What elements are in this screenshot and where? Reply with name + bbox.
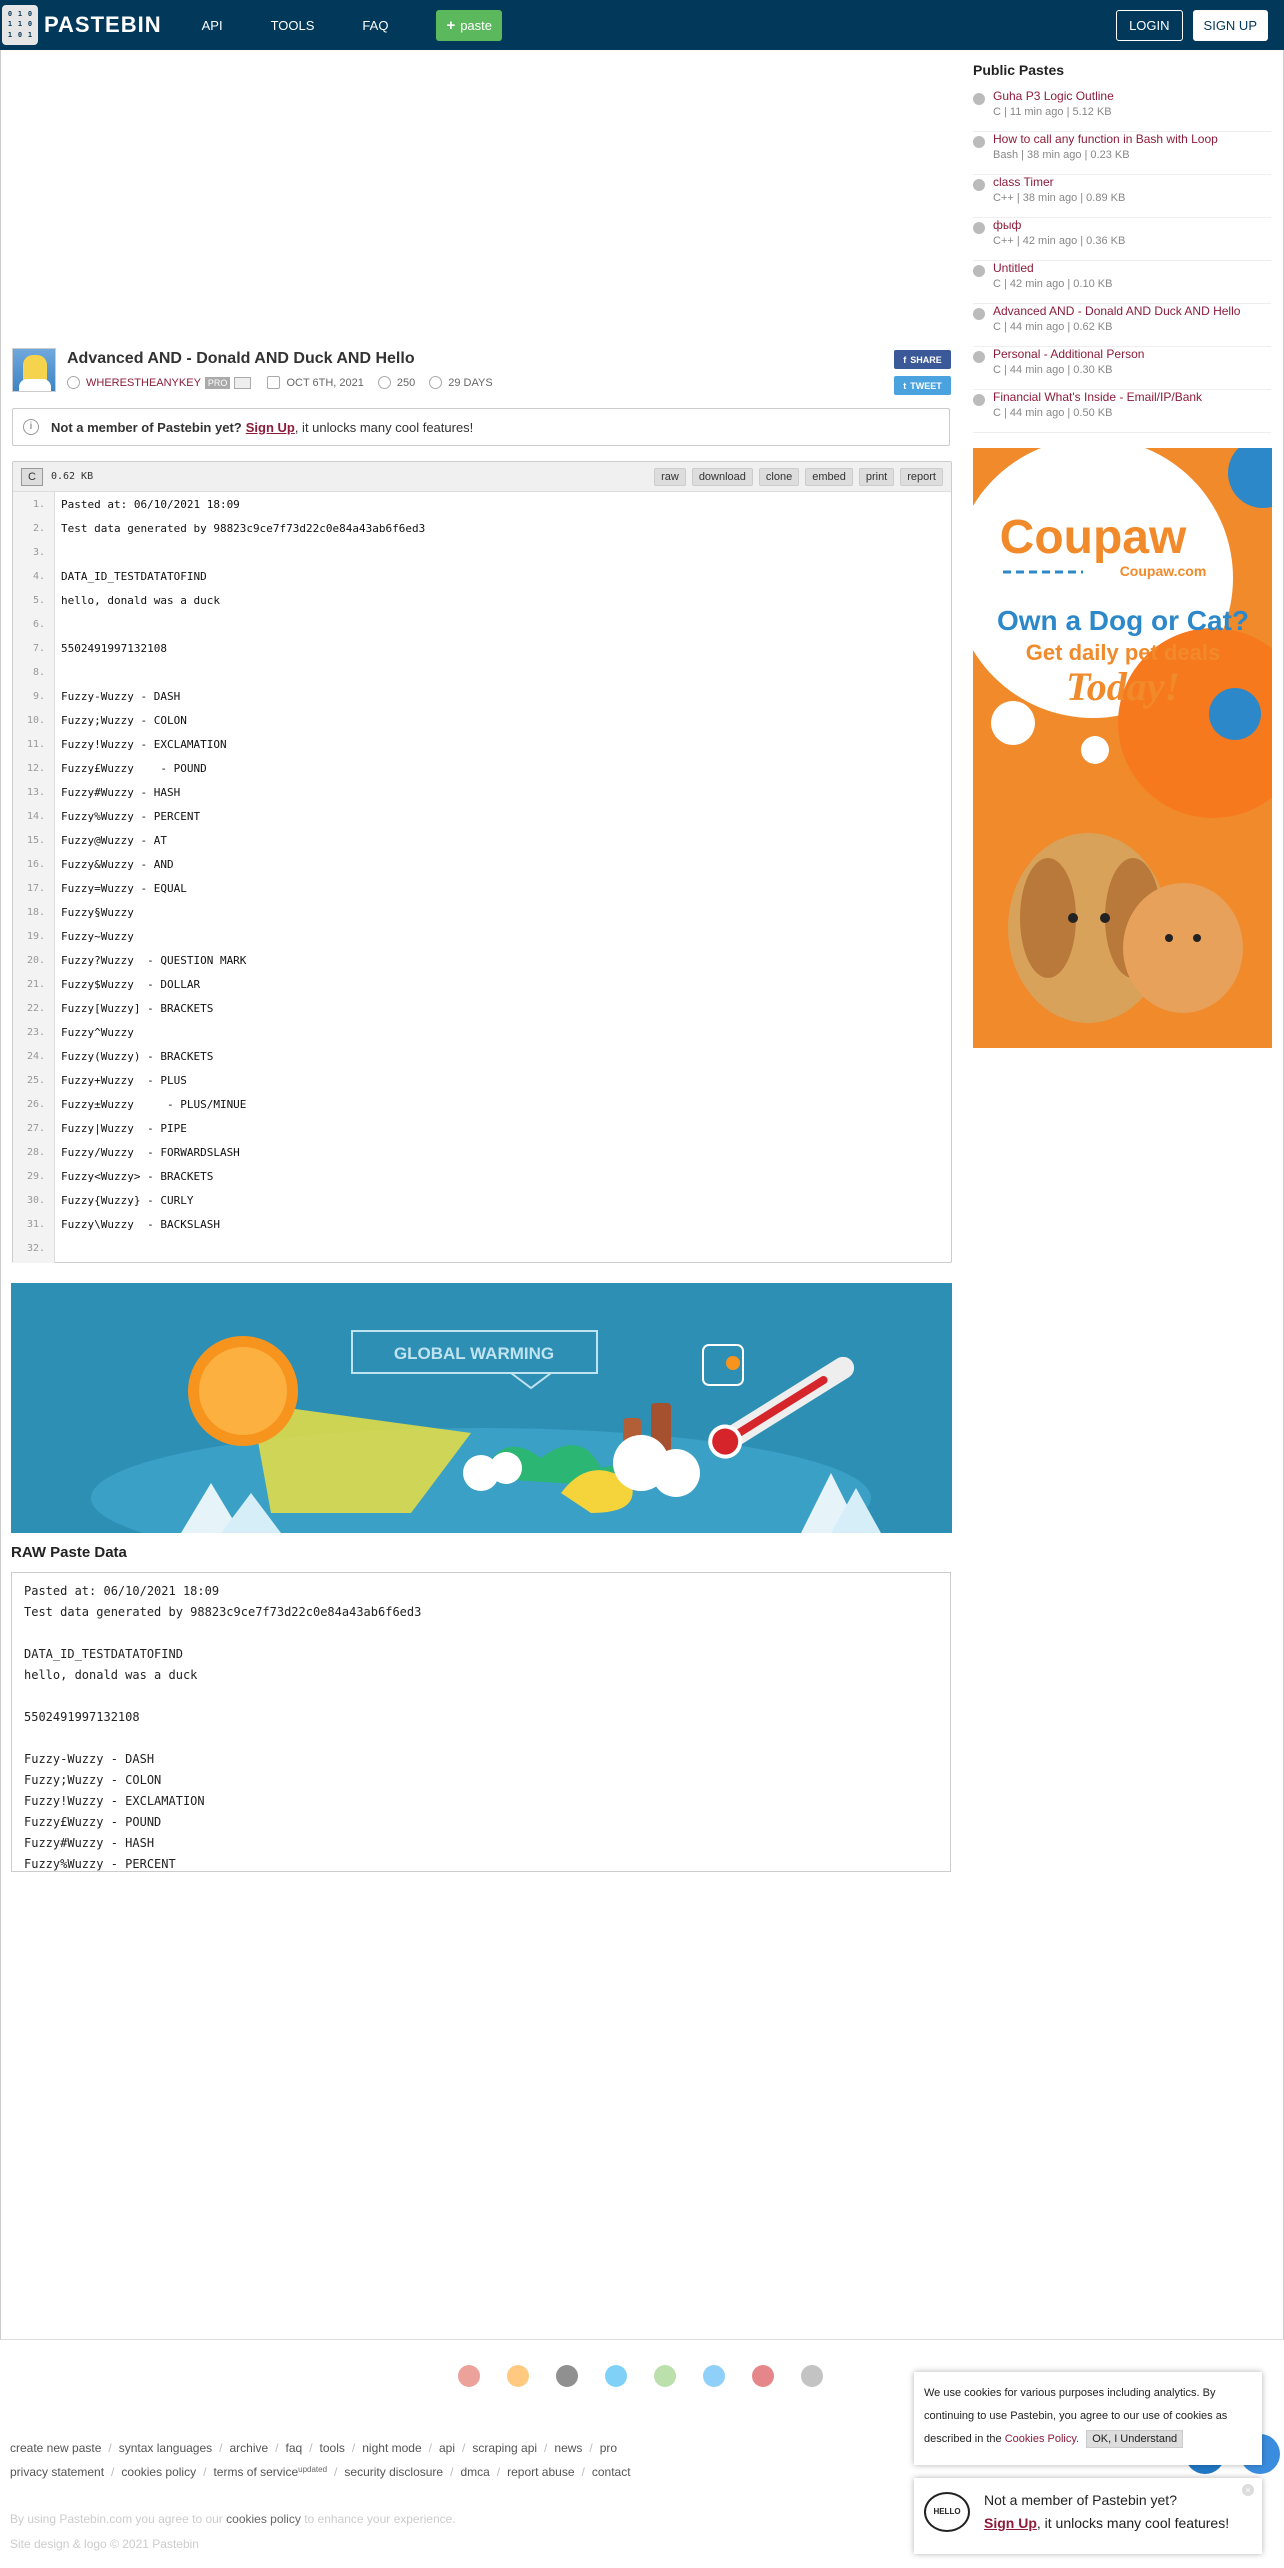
code-line xyxy=(13,756,951,780)
public-paste-meta: Bash | 38 min ago | 0.23 KB xyxy=(993,149,1130,161)
raw-line: 5502491997132108 xyxy=(24,1710,140,1724)
footer-cookie-note xyxy=(10,2512,456,2526)
code-text: Fuzzy%Wuzzy - PERCENT xyxy=(61,809,201,823)
updated-badge: updated xyxy=(298,2465,328,2474)
join-line2 xyxy=(984,2515,1229,2531)
code-text: Fuzzy+Wuzzy - PLUS xyxy=(61,1073,187,1087)
public-paste-title[interactable]: Guha P3 Logic Outline xyxy=(993,89,1114,103)
user-avatar[interactable] xyxy=(12,348,56,392)
code-line xyxy=(13,684,951,708)
nav-tools[interactable]: TOOLS xyxy=(270,17,315,33)
code-line xyxy=(13,996,951,1020)
code-line xyxy=(13,588,951,612)
line-number: 22. xyxy=(26,1002,45,1014)
footer-link[interactable]: report abuse xyxy=(507,2465,575,2479)
globe-icon xyxy=(973,93,985,105)
signup-notice xyxy=(12,408,950,446)
code-text: Fuzzy±Wuzzy - PLUS/MINUE xyxy=(61,1097,247,1111)
line-number: 24. xyxy=(26,1050,45,1062)
footer-links-secondary xyxy=(10,2465,631,2479)
code-text: Fuzzy[Wuzzy] - BRACKETS xyxy=(61,1001,214,1015)
logo-digit: 1 xyxy=(17,9,23,18)
globe-icon xyxy=(973,265,985,277)
footer-separator: / xyxy=(428,2441,432,2455)
public-paste-meta: C | 44 min ago | 0.62 KB xyxy=(993,321,1113,333)
footer-copyright: Site design & logo © 2021 Pastebin xyxy=(10,2537,199,2551)
raw-line xyxy=(24,1686,938,1707)
globe-icon xyxy=(973,179,985,191)
logo-digit: 1 xyxy=(17,20,23,29)
footer-separator: / xyxy=(589,2441,593,2455)
public-paste-item[interactable] xyxy=(973,261,1271,304)
public-pastes-title: Public Pastes xyxy=(973,62,1065,78)
code-line xyxy=(13,828,951,852)
print-button[interactable]: print xyxy=(859,468,894,486)
footer-link[interactable]: create new paste xyxy=(10,2441,102,2455)
logo-digit: 1 xyxy=(27,31,33,40)
code-line xyxy=(13,492,951,516)
ad-today: Today! xyxy=(1065,664,1181,709)
raw-line: Pasted at: 06/10/2021 18:09 xyxy=(24,1584,220,1598)
language-badge[interactable]: C xyxy=(21,468,43,486)
public-paste-title[interactable]: Personal - Additional Person xyxy=(993,347,1145,361)
footer-separator: / xyxy=(461,2441,466,2455)
linux-icon[interactable] xyxy=(801,2365,823,2387)
footer-separator: / xyxy=(334,2465,338,2479)
nav-api[interactable]: API xyxy=(201,17,223,33)
code-text: Fuzzy/Wuzzy - FORWARDSLASH xyxy=(61,1145,240,1159)
raw-line: hello, donald was a duck xyxy=(24,1668,198,1682)
raw-line: Fuzzy;Wuzzy - COLON xyxy=(24,1773,162,1787)
code-text: Fuzzy<Wuzzy> - BRACKETS xyxy=(61,1169,214,1183)
logo-icon xyxy=(2,5,38,45)
paste-expiry: 29 DAYS xyxy=(448,376,493,389)
notice-signup-link[interactable]: Sign Up xyxy=(245,419,295,435)
line-number: 11. xyxy=(26,738,45,750)
code-text: Test data generated by 98823c9ce7f73d22c0e84a43ab6f6ed3 xyxy=(61,521,426,535)
code-line xyxy=(13,1044,951,1068)
line-number: 4. xyxy=(32,570,45,582)
code-line xyxy=(13,732,951,756)
footer-separator: / xyxy=(351,2441,356,2455)
raw-line: Fuzzy#Wuzzy - HASH xyxy=(24,1836,155,1850)
public-paste-title[interactable]: class Timer xyxy=(993,175,1054,189)
ad-domain: Coupaw.com xyxy=(1119,563,1207,579)
public-paste-title[interactable]: фыф xyxy=(993,218,1022,232)
clock-icon xyxy=(429,376,442,389)
line-number: 25. xyxy=(26,1074,45,1086)
opera-icon[interactable] xyxy=(752,2365,774,2387)
public-paste-title[interactable]: Advanced AND - Donald AND Duck AND Hello xyxy=(993,304,1241,318)
footer-separator: / xyxy=(111,2465,115,2479)
code-viewer xyxy=(12,461,952,1263)
ios-icon[interactable] xyxy=(556,2365,578,2387)
line-number: 20. xyxy=(26,954,45,966)
code-line xyxy=(13,708,951,732)
footer-link[interactable]: security disclosure xyxy=(344,2465,444,2479)
footer-link[interactable]: privacy statement xyxy=(10,2465,105,2479)
facebook-share-button[interactable] xyxy=(894,350,951,369)
footer-separator: / xyxy=(450,2465,454,2479)
mac-icon[interactable] xyxy=(703,2365,725,2387)
code-line xyxy=(13,876,951,900)
code-text: Fuzzy#Wuzzy - HASH xyxy=(61,785,181,799)
public-paste-meta: C | 11 min ago | 5.12 KB xyxy=(993,106,1112,118)
notice-bold: Not a member of Pastebin yet? xyxy=(51,419,242,435)
public-paste-item[interactable] xyxy=(973,304,1271,347)
raw-line: Fuzzy£Wuzzy - POUND xyxy=(24,1815,162,1829)
public-paste-item[interactable] xyxy=(973,390,1271,433)
line-number: 23. xyxy=(26,1026,45,1038)
footer-link[interactable]: pro xyxy=(599,2441,618,2455)
footer-link[interactable]: news xyxy=(554,2441,583,2455)
footer-separator: / xyxy=(203,2465,207,2479)
line-number: 13. xyxy=(26,786,45,798)
public-paste-title[interactable]: How to call any function in Bash with Loop xyxy=(993,132,1218,146)
logo-digit: 0 xyxy=(7,9,13,18)
code-text: Fuzzy$Wuzzy - DOLLAR xyxy=(61,977,201,991)
code-line xyxy=(13,1092,951,1116)
line-number: 29. xyxy=(26,1170,45,1182)
global-warming-banner[interactable] xyxy=(11,1283,952,1533)
paste-info xyxy=(12,348,952,398)
logo-digit: 0 xyxy=(17,31,23,40)
line-number: 21. xyxy=(26,978,45,990)
raw-line: Test data generated by 98823c9ce7f73d22c0e84a43ab6f6ed3 xyxy=(24,1605,422,1619)
line-number: 18. xyxy=(26,906,45,918)
login-button[interactable]: LOGIN xyxy=(1116,10,1182,41)
paste-views: 250 xyxy=(396,376,416,389)
facebook-icon: f xyxy=(903,354,907,365)
code-line xyxy=(13,900,951,924)
coupaw-ad[interactable] xyxy=(973,448,1272,1048)
footer-link[interactable]: terms of service xyxy=(213,2465,299,2479)
banner-illustration xyxy=(11,1283,952,1533)
public-paste-item[interactable] xyxy=(973,175,1271,218)
ad-brand: Coupaw xyxy=(999,511,1187,564)
public-paste-meta: C++ | 38 min ago | 0.89 KB xyxy=(993,192,1126,204)
public-paste-meta: C | 44 min ago | 0.30 KB xyxy=(993,364,1113,376)
public-paste-meta: C++ | 42 min ago | 0.36 KB xyxy=(993,235,1126,247)
new-paste-button[interactable] xyxy=(436,10,502,41)
code-text: Fuzzy?Wuzzy - QUESTION MARK xyxy=(61,953,247,967)
code-line xyxy=(13,516,951,540)
cookie-consent xyxy=(914,2372,1262,2465)
new-paste-label: paste xyxy=(460,17,493,33)
code-line xyxy=(13,852,951,876)
paste-date: OCT 6TH, 2021 xyxy=(286,376,364,389)
line-number: 30. xyxy=(26,1194,45,1206)
raw-line: Fuzzy-Wuzzy - DASH xyxy=(24,1752,155,1766)
raw-button[interactable]: raw xyxy=(654,468,686,486)
line-number: 8. xyxy=(32,666,45,678)
line-number: 26. xyxy=(26,1098,45,1110)
cookie-policy-link[interactable]: Cookies Policy. xyxy=(1004,2433,1080,2445)
footer-separator: / xyxy=(309,2441,313,2455)
public-paste-item[interactable] xyxy=(973,132,1271,175)
join-line2-text: , it unlocks many cool features! xyxy=(1036,2515,1230,2531)
ad-sub: Get daily pet deals xyxy=(1025,640,1221,665)
code-text: Fuzzy@Wuzzy - AT xyxy=(61,833,167,847)
code-line xyxy=(13,564,951,588)
code-text: Pasted at: 06/10/2021 18:09 xyxy=(61,497,240,511)
line-number: 32. xyxy=(26,1242,45,1254)
code-line xyxy=(13,540,951,564)
code-text: Fuzzy£Wuzzy - POUND xyxy=(61,761,207,775)
code-text: Fuzzy(Wuzzy) - BRACKETS xyxy=(61,1049,214,1063)
footer-link[interactable]: contact xyxy=(591,2465,631,2479)
code-line xyxy=(13,972,951,996)
android-icon[interactable] xyxy=(654,2365,676,2387)
code-toolbar xyxy=(13,462,951,492)
line-number: 14. xyxy=(26,810,45,822)
code-line xyxy=(13,804,951,828)
raw-data-textarea[interactable] xyxy=(11,1572,951,1872)
line-number: 1. xyxy=(32,498,45,510)
chrome-icon[interactable] xyxy=(458,2365,480,2387)
code-text: Fuzzy|Wuzzy - PIPE xyxy=(61,1121,187,1135)
pro-badge: PRO xyxy=(205,377,231,389)
code-line xyxy=(13,1212,951,1236)
public-paste-meta: C | 44 min ago | 0.50 KB xyxy=(993,407,1113,419)
line-number: 31. xyxy=(26,1218,45,1230)
paste-author[interactable]: WHERESTHEANYKEY xyxy=(86,376,201,389)
notice-rest: , it unlocks many cool features! xyxy=(294,419,474,435)
public-paste-item[interactable] xyxy=(973,218,1271,261)
message-icon[interactable] xyxy=(234,377,251,389)
logo-digit: 1 xyxy=(7,31,13,40)
calendar-icon xyxy=(267,376,280,389)
line-number: 9. xyxy=(32,690,45,702)
code-line xyxy=(13,924,951,948)
code-text: Fuzzy-Wuzzy - DASH xyxy=(61,689,181,703)
line-number: 27. xyxy=(26,1122,45,1134)
globe-icon xyxy=(973,136,985,148)
line-number: 5. xyxy=(32,594,45,606)
code-text: Fuzzy;Wuzzy - COLON xyxy=(61,713,187,727)
line-number: 28. xyxy=(26,1146,45,1158)
line-number: 15. xyxy=(26,834,45,846)
code-text: Fuzzy{Wuzzy} - CURLY xyxy=(61,1193,194,1207)
code-text: Fuzzy\Wuzzy - BACKSLASH xyxy=(61,1217,220,1231)
code-text: Fuzzy~Wuzzy xyxy=(61,929,134,943)
auth-buttons xyxy=(1116,10,1268,41)
browser-extensions xyxy=(458,2365,850,2387)
globe-icon xyxy=(973,222,985,234)
footer-note-pre: By using Pastebin.com you agree to our xyxy=(10,2512,223,2526)
logo-digit: 1 xyxy=(7,20,13,29)
code-text: Fuzzy&Wuzzy - AND xyxy=(61,857,174,871)
footer-link[interactable]: api xyxy=(438,2441,455,2455)
code-line xyxy=(13,1140,951,1164)
footer-separator: / xyxy=(219,2441,223,2455)
firefox-icon[interactable] xyxy=(507,2365,529,2387)
nav-faq[interactable]: FAQ xyxy=(362,17,389,33)
code-line xyxy=(13,636,951,660)
line-number: 17. xyxy=(26,882,45,894)
footer-link[interactable]: syntax languages xyxy=(118,2441,213,2455)
coupaw-ad-art xyxy=(973,448,1272,1048)
paste-meta xyxy=(67,376,493,389)
line-number: 12. xyxy=(26,762,45,774)
code-text: Fuzzy§Wuzzy xyxy=(61,905,134,919)
twitter-icon: t xyxy=(903,380,907,391)
footer-link[interactable]: dmca xyxy=(460,2465,490,2479)
footer-link[interactable]: cookies policy xyxy=(121,2465,197,2479)
footer-separator: / xyxy=(496,2465,501,2479)
footer-link[interactable]: faq xyxy=(285,2441,303,2455)
raw-line xyxy=(24,1728,938,1749)
raw-line: Fuzzy%Wuzzy - PERCENT xyxy=(24,1857,176,1871)
join-line1: Not a member of Pastebin yet? xyxy=(984,2492,1177,2508)
main-nav xyxy=(202,10,502,41)
info-icon: i xyxy=(23,419,39,435)
code-text: DATA_ID_TESTDATATOFIND xyxy=(61,569,207,583)
code-text: hello, donald was a duck xyxy=(61,593,220,607)
code-text: 5502491997132108 xyxy=(61,641,167,655)
raw-line: Fuzzy!Wuzzy - EXCLAMATION xyxy=(24,1794,205,1808)
code-line xyxy=(13,948,951,972)
code-line xyxy=(13,660,951,684)
code-line xyxy=(13,1068,951,1092)
line-number: 7. xyxy=(32,642,45,654)
footer-link[interactable]: night mode xyxy=(362,2441,422,2455)
public-paste-item[interactable] xyxy=(973,89,1271,132)
close-icon[interactable]: × xyxy=(1242,2484,1254,2496)
line-number: 6. xyxy=(32,618,45,630)
download-button[interactable]: download xyxy=(692,468,753,486)
paste-title: Advanced AND - Donald AND Duck AND Hello xyxy=(67,350,415,367)
logo-text: PASTEBIN xyxy=(44,12,162,37)
raw-line: DATA_ID_TESTDATATOFIND xyxy=(24,1647,183,1661)
public-paste-meta: C | 42 min ago | 0.10 KB xyxy=(993,278,1113,290)
footer-link[interactable]: scraping api xyxy=(472,2441,538,2455)
code-line xyxy=(13,1164,951,1188)
report-button[interactable]: report xyxy=(900,468,943,486)
footer-links-primary xyxy=(10,2441,617,2455)
join-popup xyxy=(914,2478,1262,2554)
globe-icon xyxy=(973,394,985,406)
share-label: SHARE xyxy=(910,354,942,365)
cookie-text: We use cookies for various purposes including analytics. By continuing to use Pastebin, you agree to our use of cookies as described in the xyxy=(924,2387,1228,2445)
public-paste-title[interactable]: Financial What's Inside - Email/IP/Bank xyxy=(993,390,1203,404)
raw-line xyxy=(24,1623,938,1644)
footer-link[interactable]: archive xyxy=(229,2441,269,2455)
banner-headline: GLOBAL WARMING xyxy=(393,1344,555,1363)
code-line xyxy=(13,1188,951,1212)
footer-note-post: to enhance your experience. xyxy=(304,2512,456,2526)
globe-icon xyxy=(973,308,985,320)
plus-icon: + xyxy=(446,16,456,34)
code-text: Fuzzy=Wuzzy - EQUAL xyxy=(61,881,187,895)
code-text: Fuzzy^Wuzzy xyxy=(61,1025,134,1039)
tweet-label: TWEET xyxy=(910,380,942,391)
code-line xyxy=(13,780,951,804)
footer-cookies-policy-link[interactable]: cookies policy xyxy=(226,2512,301,2526)
line-number: 2. xyxy=(32,522,45,534)
windows-icon[interactable] xyxy=(605,2365,627,2387)
signup-button[interactable]: SIGN UP xyxy=(1193,10,1268,41)
globe-icon xyxy=(973,351,985,363)
logo-digit: 0 xyxy=(27,9,33,18)
top-header xyxy=(0,0,1284,50)
clone-button[interactable]: clone xyxy=(759,468,799,486)
code-text: Fuzzy!Wuzzy - EXCLAMATION xyxy=(61,737,227,751)
pastebin-logo[interactable] xyxy=(2,0,162,50)
footer-separator: / xyxy=(108,2441,112,2455)
line-number: 19. xyxy=(26,930,45,942)
raw-data-title: RAW Paste Data xyxy=(11,1544,127,1561)
ad-headline: Own a Dog or Cat? xyxy=(997,605,1249,636)
join-signup-link[interactable]: Sign Up xyxy=(984,2515,1037,2531)
footer-separator: / xyxy=(581,2465,585,2479)
code-tools xyxy=(648,468,943,486)
footer-link[interactable]: tools xyxy=(319,2441,345,2455)
code-lines xyxy=(13,492,951,1260)
line-number: 16. xyxy=(26,858,45,870)
user-icon xyxy=(67,376,80,389)
embed-button[interactable]: embed xyxy=(805,468,853,486)
footer-separator: / xyxy=(544,2441,548,2455)
code-line xyxy=(13,1236,951,1260)
logo-digit: 0 xyxy=(27,20,33,29)
cookie-accept-button[interactable]: OK, I Understand xyxy=(1086,2430,1183,2448)
code-line xyxy=(13,612,951,636)
line-number: 10. xyxy=(26,714,45,726)
eye-icon xyxy=(378,376,391,389)
public-paste-item[interactable] xyxy=(973,347,1271,390)
footer-separator: / xyxy=(275,2441,279,2455)
line-number: 3. xyxy=(32,546,45,558)
public-paste-title[interactable]: Untitled xyxy=(993,261,1034,275)
paste-size: 0.62 KB xyxy=(50,471,94,482)
code-line xyxy=(13,1020,951,1044)
code-line xyxy=(13,1116,951,1140)
twitter-tweet-button[interactable] xyxy=(894,376,951,395)
hello-bubble-icon: HELLO xyxy=(924,2492,970,2532)
